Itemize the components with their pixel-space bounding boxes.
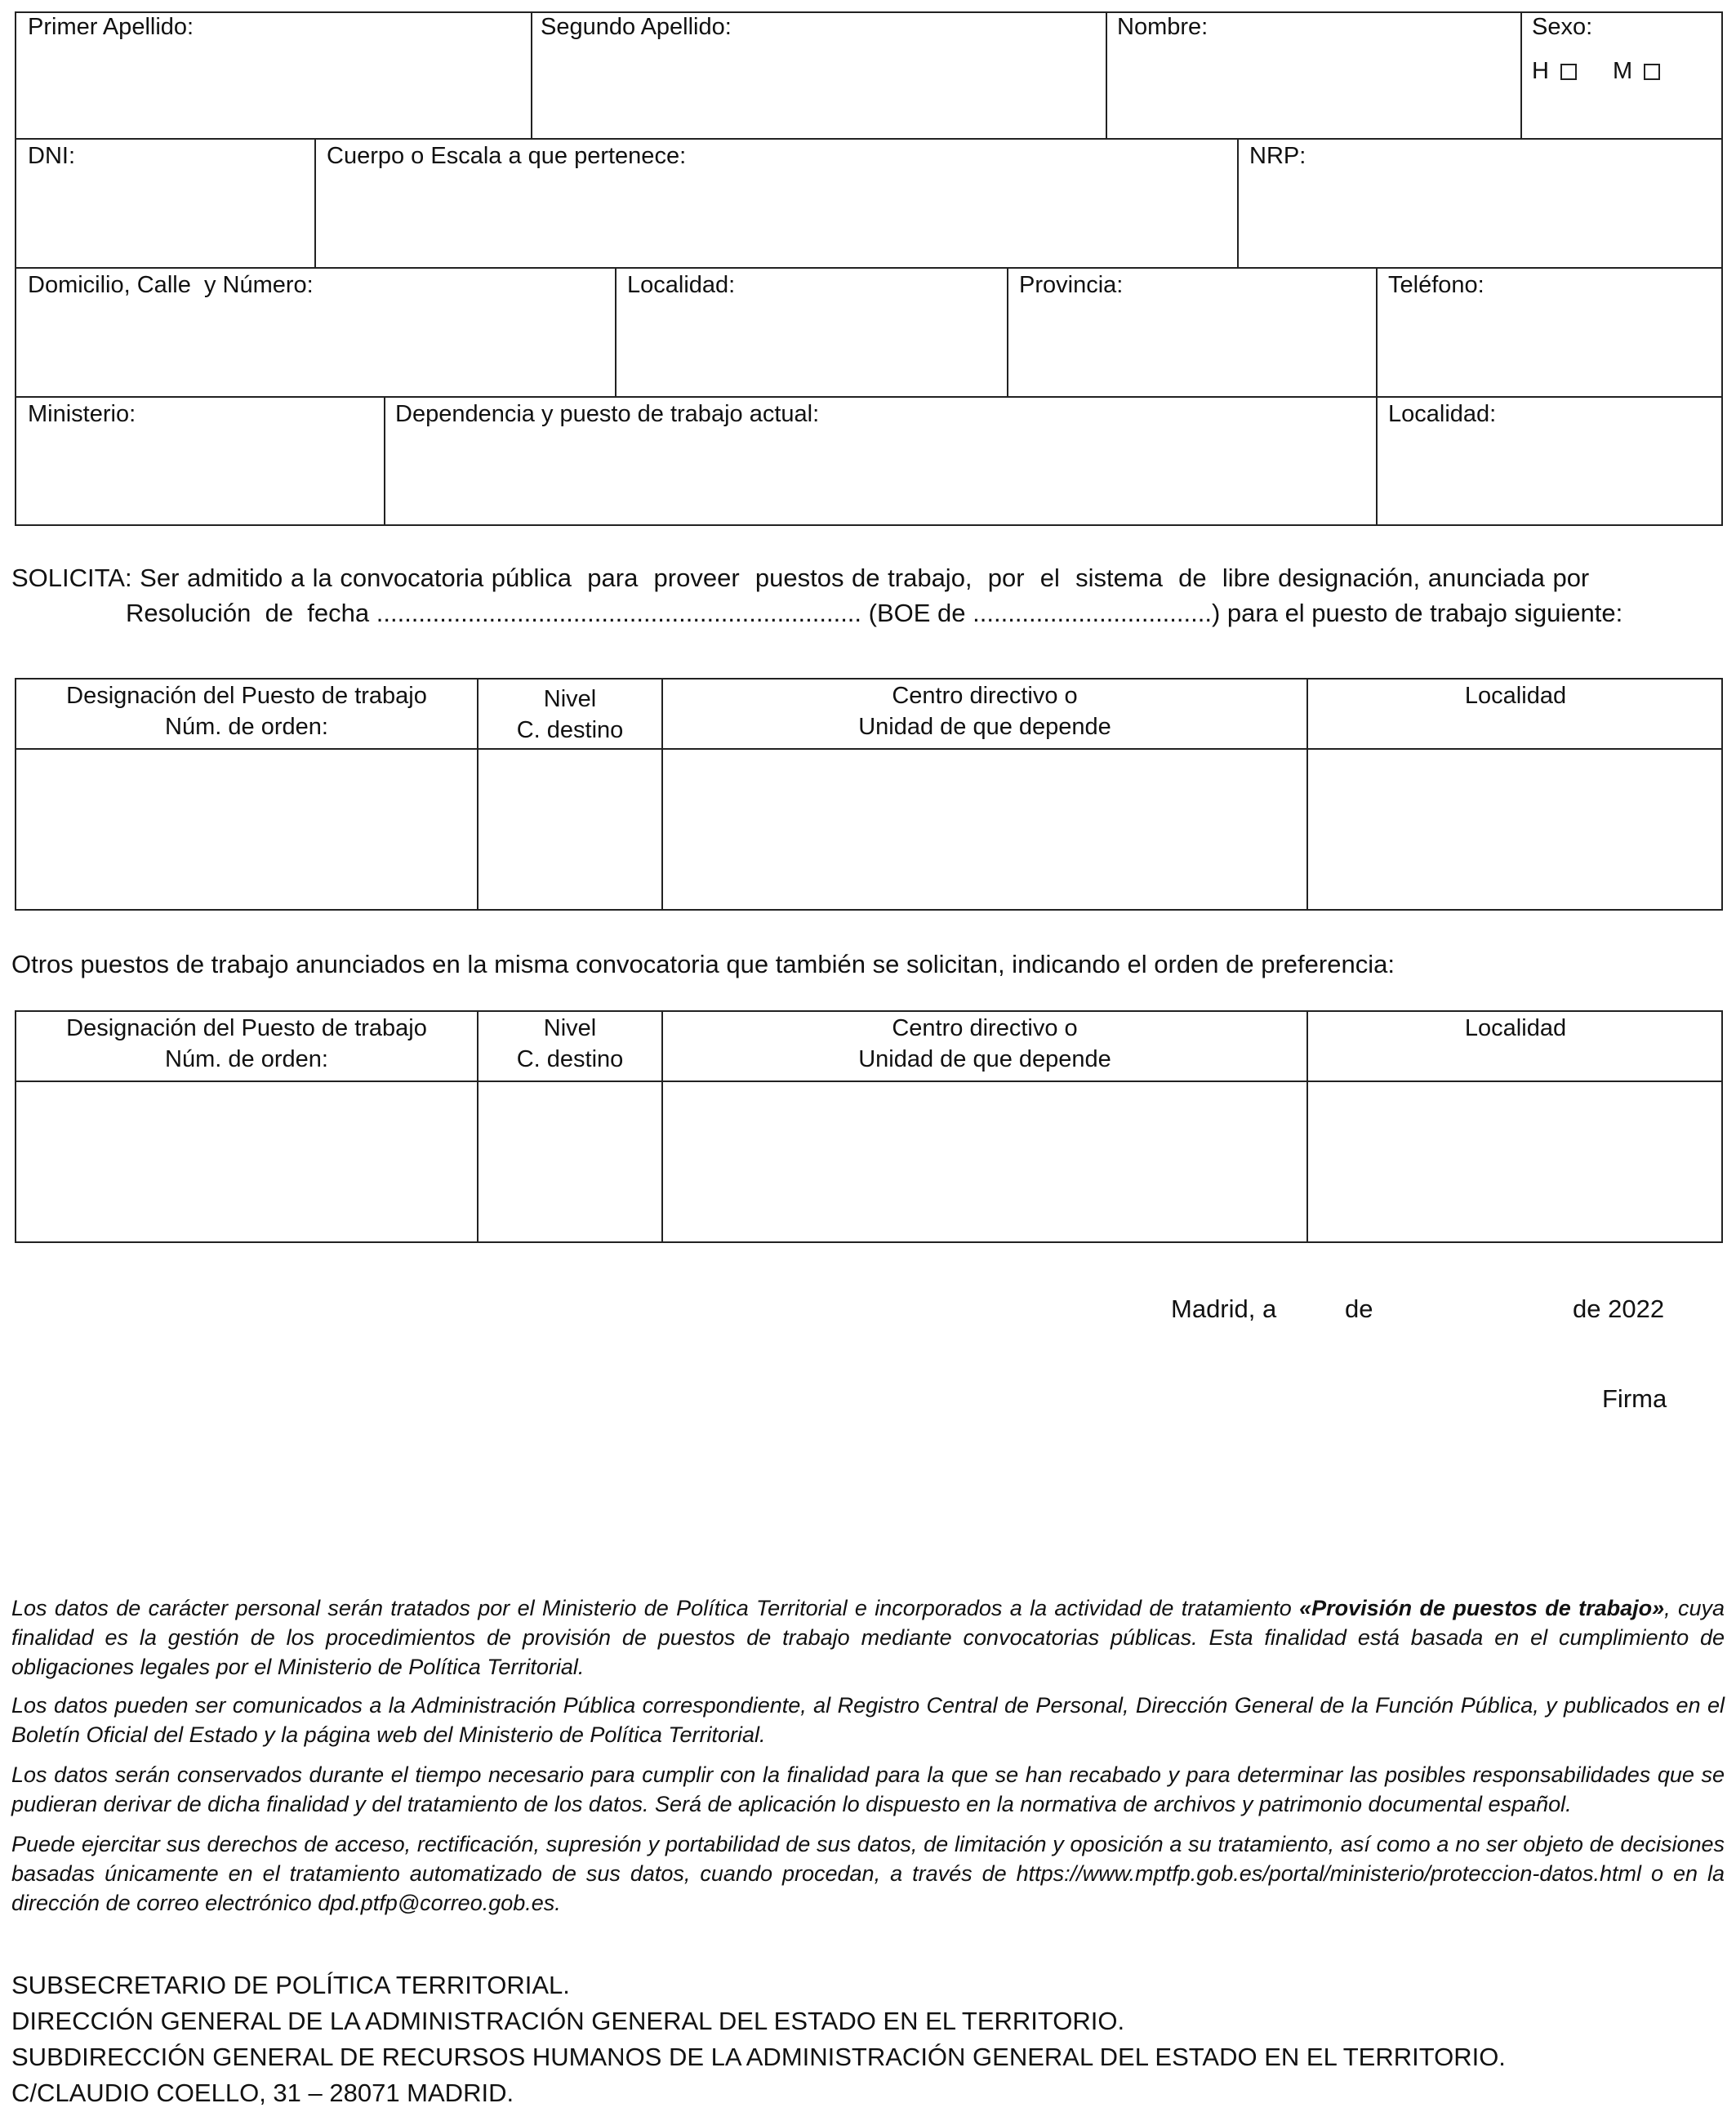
date-de: de [1345,1294,1373,1323]
header-nivel-line1: Nivel [543,686,597,712]
sexo-m-option[interactable] [1613,57,1660,86]
cell-divider [615,267,617,398]
ministerio-label: Ministerio: [28,401,136,427]
sexo-options [1532,57,1689,86]
header-designacion [16,1013,477,1075]
otros-designacion-field[interactable] [21,1089,474,1237]
row-divider [15,396,1723,398]
header-localidad [1308,680,1723,711]
header-centro [663,1013,1306,1075]
row-divider [15,138,1723,140]
header-nivel-line1: Nivel [543,1015,597,1041]
localidad-label: Localidad: [627,272,736,298]
header-nivel [479,684,661,746]
dni-field[interactable] [28,186,305,253]
sexo-h-label: H [1532,58,1549,84]
telefono-label: Teléfono: [1388,272,1485,298]
legal-p1-bold: «Provisión de puestos de trabajo» [1299,1596,1665,1620]
header-centro-line1: Centro directivo o [892,683,1078,709]
segundo-apellido-field[interactable] [541,57,1099,124]
header-centro [663,680,1306,742]
otros-localidad-field[interactable] [1313,1089,1720,1237]
header-nivel-line2: C. destino [516,1046,624,1072]
puesto-centro-field[interactable] [668,756,1303,905]
localidad-actual-label: Localidad: [1388,401,1497,427]
firma-label: Firma [1602,1384,1667,1413]
cell-divider [1106,11,1107,140]
cell-divider [314,138,316,269]
cuerpo-label: Cuerpo o Escala a que pertenece: [327,143,687,169]
legal-paragraph-1 [11,1593,1725,1682]
date-year: de 2022 [1573,1294,1665,1323]
legal-p1-end: , cuya finalidad es la gestión de los procedimientos de provisión de puestos de trabajo mediante convocatorias públicas. Esta finalidad está basada en el cumplimiento de obligaciones legales por el Ministerio de Política Territorial. [11,1596,1725,1679]
header-nivel-line2: C. destino [516,717,624,743]
cell-divider [1520,11,1522,140]
sexo-m-label: M [1613,58,1633,84]
ministerio-field[interactable] [28,444,374,511]
dependencia-label: Dependencia y puesto de trabajo actual: [395,401,820,427]
dni-label: DNI: [28,143,75,169]
table-header-divider [15,1081,1723,1082]
puesto-designacion-field[interactable] [21,756,474,905]
header-centro-line2: Unidad de que depende [858,714,1111,740]
sexo-label: Sexo: [1532,14,1593,40]
col-divider [1306,1010,1308,1243]
solicita-line-2: Resolución de fecha ..................................................................... (BOE de ..................................) para el puesto de trabajo siguiente: [126,599,1623,627]
header-centro-line1: Centro directivo o [892,1015,1078,1041]
sexo-h-checkbox[interactable] [1560,64,1577,80]
segundo-apellido-label: Segundo Apellido: [541,14,732,40]
nombre-label: Nombre: [1117,14,1209,40]
nrp-field[interactable] [1249,186,1710,253]
puesto-nivel-field[interactable] [483,756,658,905]
localidad-actual-field[interactable] [1388,444,1710,511]
legal-p1-start: Los datos de carácter personal serán tratados por el Ministerio de Política Territorial e incorporados a la actividad de tratamiento [11,1596,1300,1620]
localidad-field[interactable] [627,315,998,382]
header-localidad-line1: Localidad [1464,683,1567,709]
header-nivel [479,1013,661,1075]
cell-divider [384,396,385,526]
cell-divider [531,11,532,140]
provincia-label: Provincia: [1019,272,1124,298]
cell-divider [1376,267,1378,398]
address-line-2: DIRECCIÓN GENERAL DE LA ADMINISTRACIÓN GENERAL DEL ESTADO EN EL TERRITORIO. [11,2007,1125,2035]
nombre-field[interactable] [1117,57,1512,124]
cell-divider [1007,267,1008,398]
cuerpo-field[interactable] [327,186,1228,253]
domicilio-field[interactable] [28,315,603,382]
primer-apellido-label: Primer Apellido: [28,14,194,40]
puesto-localidad-field[interactable] [1313,756,1720,905]
sexo-h-option[interactable] [1532,57,1577,86]
telefono-field[interactable] [1388,315,1710,382]
header-designacion-line2: Núm. de orden: [165,714,328,740]
legal-paragraph-4: Puede ejercitar sus derechos de acceso, rectificación, supresión y portabilidad de sus datos, de limitación y oposición a su tratamiento, así como a no ser objeto de decisiones basadas únicamente en el tratamiento automatizado de sus datos, cuando procedan, a través de https://www.mptfp.gob.es/portal/ministerio/proteccion-datos.html o en la dirección de correo electrónico dpd.ptfp@correo.gob.es. [11,1832,1725,1915]
header-localidad-line1: Localidad [1464,1015,1567,1041]
col-divider [1306,678,1308,911]
legal-paragraph-2: Los datos pueden ser comunicados a la Administración Pública correspondiente, al Registro Central de Personal, Dirección General de la Función Pública, y publicados en el Boletín Oficial del Estado y la página web del Ministerio de Política Territorial. [11,1693,1725,1747]
row-divider [15,267,1723,269]
otros-puestos-text: Otros puestos de trabajo anunciados en la misma convocatoria que también se solicitan, indicando el orden de preferencia: [11,950,1395,978]
sexo-m-checkbox[interactable] [1644,64,1660,80]
otros-nivel-field[interactable] [483,1089,658,1237]
address-line-4: C/CLAUDIO COELLO, 31 – 28071 MADRID. [11,2079,514,2107]
address-line-3: SUBDIRECCIÓN GENERAL DE RECURSOS HUMANOS DE LA ADMINISTRACIÓN GENERAL DEL ESTADO EN EL TERRITORIO. [11,2043,1506,2071]
date-madrid: Madrid, a [1171,1294,1277,1323]
nrp-label: NRP: [1249,143,1306,169]
header-designacion-line2: Núm. de orden: [165,1046,328,1072]
cell-divider [1376,396,1378,526]
dependencia-field[interactable] [395,444,1366,511]
solicita-line-1: SOLICITA: Ser admitido a la convocatoria pública para proveer puestos de trabajo, por el sistema de libre designación, anunciada por [11,564,1590,592]
domicilio-label: Domicilio, Calle y Número: [28,272,314,298]
address-line-1: SUBSECRETARIO DE POLÍTICA TERRITORIAL. [11,1971,570,1999]
header-designacion-line1: Designación del Puesto de trabajo [66,683,427,709]
otros-centro-field[interactable] [668,1089,1303,1237]
header-centro-line2: Unidad de que depende [858,1046,1111,1072]
header-localidad [1308,1013,1723,1044]
table-header-divider [15,748,1723,750]
legal-paragraph-3: Los datos serán conservados durante el tiempo necesario para cumplir con la finalidad para la que se han recabado y para determinar las posibles responsabilidades que se pudieran derivar de dicha finalidad y del tratamiento de los datos. Será de aplicación lo dispuesto en la normativa de archivos y patrimonio documental español. [11,1762,1725,1816]
cell-divider [1237,138,1239,269]
provincia-field[interactable] [1019,315,1365,382]
primer-apellido-field[interactable] [28,57,521,124]
header-designacion-line1: Designación del Puesto de trabajo [66,1015,427,1041]
header-designacion [16,680,477,742]
